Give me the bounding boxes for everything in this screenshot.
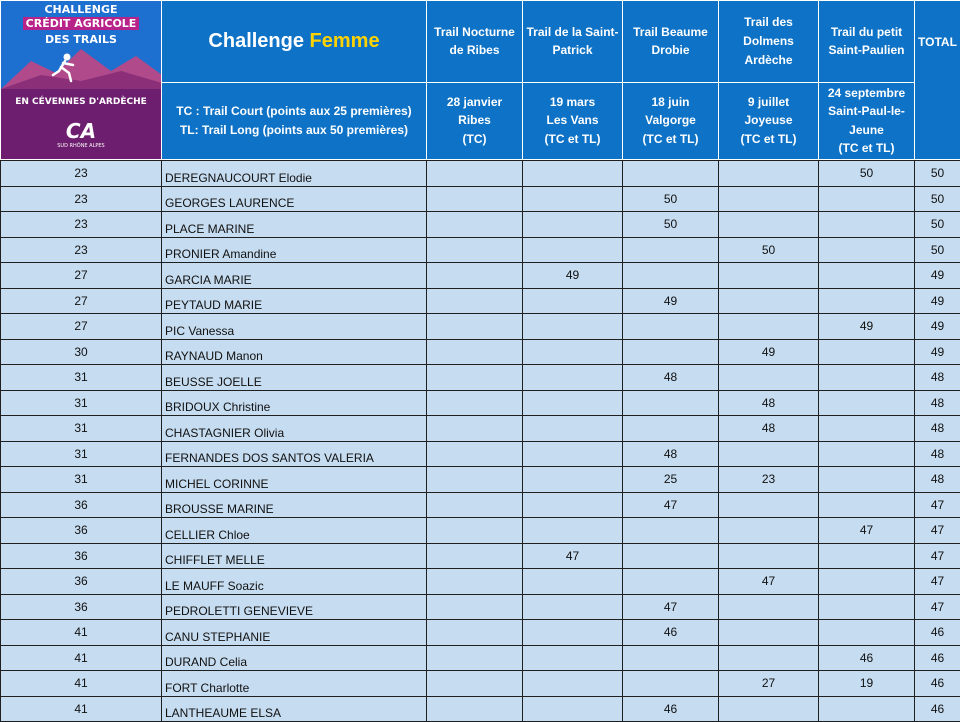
runner-name-cell: BRIDOUX Christine	[162, 390, 427, 416]
total-points-cell: 49	[915, 263, 960, 289]
total-points-cell: 48	[915, 416, 960, 442]
race-points-cell-2	[523, 390, 623, 416]
race-points-cell-3	[623, 390, 719, 416]
race-points-cell-5	[819, 212, 915, 238]
race-points-cell-1	[427, 620, 523, 646]
rank-cell: 31	[1, 390, 162, 416]
rank-cell: 36	[1, 569, 162, 595]
race-place-4: Joyeuse	[721, 111, 816, 130]
race-points-cell-2	[523, 645, 623, 671]
race-points-cell-1	[427, 416, 523, 442]
race-points-cell-4: 49	[719, 339, 819, 365]
table-row	[1, 365, 960, 391]
race-points-cell-3	[623, 671, 719, 697]
rank-cell: 36	[1, 543, 162, 569]
logo-line-challenge: CHALLENGE	[1, 1, 161, 18]
runner-name-cell: PLACE MARINE	[162, 212, 427, 238]
runner-name-cell: MICHEL CORINNE	[162, 467, 427, 493]
race-info-1	[427, 82, 523, 160]
standings-header	[0, 0, 960, 160]
race-points-cell-5: 46	[819, 645, 915, 671]
race-points-cell-3: 49	[623, 288, 719, 314]
race-points-cell-1	[427, 671, 523, 697]
total-header	[915, 1, 960, 160]
rank-cell: 36	[1, 594, 162, 620]
race-points-cell-2	[523, 569, 623, 595]
total-points-cell: 48	[915, 441, 960, 467]
rank-cell: 30	[1, 339, 162, 365]
race-points-cell-1	[427, 339, 523, 365]
race-name-5: Trail du petit Saint-Paulien	[819, 1, 915, 83]
race-date-2: 19 mars	[525, 93, 620, 112]
rank-cell: 23	[1, 237, 162, 263]
rank-cell: 31	[1, 365, 162, 391]
race-points-cell-5	[819, 390, 915, 416]
race-format-5: (TC et TL)	[821, 139, 912, 158]
race-points-cell-1	[427, 390, 523, 416]
race-date-3: 18 juin	[625, 93, 716, 112]
runner-name-cell: CHIFFLET MELLE	[162, 543, 427, 569]
race-points-cell-5	[819, 339, 915, 365]
race-points-cell-3: 50	[623, 212, 719, 238]
total-points-cell: 47	[915, 492, 960, 518]
runner-name-cell: RAYNAUD Manon	[162, 339, 427, 365]
race-points-cell-2	[523, 416, 623, 442]
race-points-cell-1	[427, 237, 523, 263]
table-row	[1, 543, 960, 569]
race-points-cell-2: 47	[523, 543, 623, 569]
race-points-cell-4	[719, 212, 819, 238]
table-row	[1, 620, 960, 646]
race-points-cell-2	[523, 518, 623, 544]
rank-cell: 31	[1, 441, 162, 467]
runner-name-cell: LANTHEAUME ELSA	[162, 696, 427, 722]
challenge-logo	[1, 1, 162, 160]
race-points-cell-5	[819, 365, 915, 391]
race-format-2: (TC et TL)	[525, 130, 620, 149]
race-points-cell-5	[819, 441, 915, 467]
runner-name-cell: FORT Charlotte	[162, 671, 427, 697]
rank-cell: 36	[1, 492, 162, 518]
race-place-5: Saint-Paul-le-Jeune	[821, 102, 912, 139]
race-points-cell-5: 50	[819, 161, 915, 187]
logo-line-trails: DES TRAILS	[1, 31, 161, 48]
race-points-cell-1	[427, 492, 523, 518]
page-title	[162, 1, 427, 83]
race-points-cell-3	[623, 645, 719, 671]
rank-cell: 27	[1, 288, 162, 314]
race-points-cell-1	[427, 696, 523, 722]
race-points-cell-2	[523, 594, 623, 620]
race-points-cell-4	[719, 263, 819, 289]
race-place-2: Les Vans	[525, 111, 620, 130]
race-points-cell-4: 47	[719, 569, 819, 595]
race-points-cell-1	[427, 288, 523, 314]
race-info-3	[623, 82, 719, 160]
race-points-cell-3: 50	[623, 186, 719, 212]
rank-cell: 27	[1, 263, 162, 289]
table-row	[1, 671, 960, 697]
runner-name-cell: PEDROLETTI GENEVIEVE	[162, 594, 427, 620]
race-points-cell-5: 47	[819, 518, 915, 544]
table-row	[1, 263, 960, 289]
race-points-cell-3	[623, 569, 719, 595]
rank-cell: 23	[1, 212, 162, 238]
race-points-cell-4	[719, 288, 819, 314]
total-points-cell: 50	[915, 161, 960, 187]
total-points-cell: 50	[915, 212, 960, 238]
total-points-cell: 46	[915, 645, 960, 671]
logo-line-brand	[1, 15, 161, 32]
table-row	[1, 645, 960, 671]
race-points-cell-1	[427, 212, 523, 238]
total-points-cell: 50	[915, 186, 960, 212]
total-points-cell: 46	[915, 671, 960, 697]
table-row	[1, 416, 960, 442]
race-points-cell-1	[427, 543, 523, 569]
runner-name-cell: CHASTAGNIER Olivia	[162, 416, 427, 442]
race-points-cell-1	[427, 518, 523, 544]
table-row	[1, 314, 960, 340]
table-row	[1, 467, 960, 493]
runner-name-cell: DURAND Celia	[162, 645, 427, 671]
total-points-cell: 48	[915, 365, 960, 391]
runner-name-cell: DEREGNAUCOURT Elodie	[162, 161, 427, 187]
race-points-cell-1	[427, 645, 523, 671]
race-points-cell-5	[819, 288, 915, 314]
rank-cell: 41	[1, 620, 162, 646]
total-points-cell: 47	[915, 518, 960, 544]
race-points-cell-4	[719, 186, 819, 212]
rank-cell: 27	[1, 314, 162, 340]
total-points-cell: 49	[915, 339, 960, 365]
race-points-cell-5	[819, 237, 915, 263]
rank-cell: 36	[1, 518, 162, 544]
race-place-3: Valgorge	[625, 111, 716, 130]
race-points-cell-5	[819, 620, 915, 646]
race-points-cell-4	[719, 441, 819, 467]
race-name-1: Trail Nocturne de Ribes	[427, 1, 523, 83]
race-points-cell-5	[819, 186, 915, 212]
race-date-5: 24 septembre	[821, 84, 912, 103]
runner-name-cell: LE MAUFF Soazic	[162, 569, 427, 595]
race-points-cell-3	[623, 263, 719, 289]
race-points-cell-5: 19	[819, 671, 915, 697]
race-points-cell-1	[427, 263, 523, 289]
race-points-cell-2	[523, 467, 623, 493]
race-points-cell-3: 47	[623, 492, 719, 518]
race-points-cell-1	[427, 314, 523, 340]
race-points-cell-4	[719, 314, 819, 340]
race-points-cell-2	[523, 492, 623, 518]
race-points-cell-5	[819, 594, 915, 620]
rank-cell: 41	[1, 671, 162, 697]
race-points-cell-1	[427, 441, 523, 467]
total-points-cell: 48	[915, 390, 960, 416]
race-points-cell-3: 46	[623, 620, 719, 646]
race-points-cell-2	[523, 441, 623, 467]
table-row	[1, 594, 960, 620]
race-format-4: (TC et TL)	[721, 130, 816, 149]
race-info-5	[819, 82, 915, 160]
race-format-1: (TC)	[429, 130, 520, 149]
race-points-cell-4	[719, 518, 819, 544]
total-label: TOTAL	[918, 35, 957, 49]
race-points-cell-3: 46	[623, 696, 719, 722]
standings-rows	[1, 161, 960, 722]
race-points-cell-2	[523, 620, 623, 646]
race-points-cell-2	[523, 314, 623, 340]
race-points-cell-5	[819, 543, 915, 569]
rank-cell: 41	[1, 645, 162, 671]
runner-name-cell: PIC Vanessa	[162, 314, 427, 340]
title-accent: Femme	[310, 30, 380, 52]
total-points-cell: 47	[915, 569, 960, 595]
race-points-cell-2	[523, 365, 623, 391]
table-row	[1, 696, 960, 722]
logo-line-region: EN CÉVENNES D'ARDÈCHE	[1, 96, 161, 110]
race-points-cell-4: 50	[719, 237, 819, 263]
total-points-cell: 49	[915, 314, 960, 340]
table-row	[1, 212, 960, 238]
table-row	[1, 518, 960, 544]
runner-name-cell: PRONIER Amandine	[162, 237, 427, 263]
race-points-cell-2	[523, 186, 623, 212]
race-points-cell-4: 48	[719, 416, 819, 442]
race-points-cell-3	[623, 237, 719, 263]
race-points-cell-3: 47	[623, 594, 719, 620]
race-points-cell-4: 23	[719, 467, 819, 493]
race-points-cell-5	[819, 467, 915, 493]
race-points-cell-4	[719, 543, 819, 569]
race-name-2: Trail de la Saint-Patrick	[523, 1, 623, 83]
runner-name-cell: FERNANDES DOS SANTOS VALERIA	[162, 441, 427, 467]
total-points-cell: 47	[915, 543, 960, 569]
race-info-2	[523, 82, 623, 160]
title-prefix: Challenge	[208, 30, 304, 52]
table-row	[1, 569, 960, 595]
race-points-cell-4: 48	[719, 390, 819, 416]
race-points-cell-5	[819, 492, 915, 518]
table-row	[1, 339, 960, 365]
logo-subtitle: SUD RHÔNE ALPES	[1, 143, 161, 151]
race-points-cell-3	[623, 416, 719, 442]
standings-table	[0, 160, 960, 722]
credit-agricole-mark-icon: CA	[1, 116, 161, 147]
race-points-cell-5: 49	[819, 314, 915, 340]
race-points-cell-2	[523, 212, 623, 238]
race-info-4	[719, 82, 819, 160]
race-points-cell-3: 48	[623, 365, 719, 391]
race-points-cell-1	[427, 467, 523, 493]
table-row	[1, 390, 960, 416]
total-points-cell: 46	[915, 696, 960, 722]
race-name-4: Trail des Dolmens Ardèche	[719, 1, 819, 83]
race-points-cell-4: 27	[719, 671, 819, 697]
runner-name-cell: BEUSSE JOELLE	[162, 365, 427, 391]
table-row	[1, 161, 960, 187]
race-format-3: (TC et TL)	[625, 130, 716, 149]
race-place-1: Ribes	[429, 111, 520, 130]
race-points-cell-3	[623, 339, 719, 365]
runner-name-cell: CELLIER Chloe	[162, 518, 427, 544]
runner-name-cell: GARCIA MARIE	[162, 263, 427, 289]
runner-name-cell: BROUSSE MARINE	[162, 492, 427, 518]
race-points-cell-4	[719, 161, 819, 187]
race-points-cell-4	[719, 594, 819, 620]
total-points-cell: 50	[915, 237, 960, 263]
table-row	[1, 441, 960, 467]
race-date-4: 9 juillet	[721, 93, 816, 112]
rank-cell: 23	[1, 161, 162, 187]
race-points-cell-1	[427, 161, 523, 187]
race-points-cell-3	[623, 543, 719, 569]
race-points-cell-4	[719, 696, 819, 722]
total-points-cell: 49	[915, 288, 960, 314]
race-points-cell-2	[523, 696, 623, 722]
race-points-cell-2: 49	[523, 263, 623, 289]
total-points-cell: 46	[915, 620, 960, 646]
race-name-3: Trail Beaume Drobie	[623, 1, 719, 83]
table-row	[1, 288, 960, 314]
race-points-cell-2	[523, 161, 623, 187]
total-points-cell: 47	[915, 594, 960, 620]
race-points-cell-3: 25	[623, 467, 719, 493]
runner-name-cell: PEYTAUD MARIE	[162, 288, 427, 314]
runner-name-cell: CANU STEPHANIE	[162, 620, 427, 646]
race-points-cell-5	[819, 263, 915, 289]
table-row	[1, 237, 960, 263]
race-points-cell-1	[427, 186, 523, 212]
race-date-1: 28 janvier	[429, 93, 520, 112]
race-points-cell-2	[523, 339, 623, 365]
scoring-note	[162, 82, 427, 160]
rank-cell: 31	[1, 416, 162, 442]
race-points-cell-5	[819, 696, 915, 722]
race-points-cell-4	[719, 492, 819, 518]
race-points-cell-3	[623, 161, 719, 187]
race-points-cell-2	[523, 671, 623, 697]
rank-cell: 41	[1, 696, 162, 722]
table-row	[1, 492, 960, 518]
rank-cell: 23	[1, 186, 162, 212]
race-points-cell-2	[523, 288, 623, 314]
runner-name-cell: GEORGES LAURENCE	[162, 186, 427, 212]
race-points-cell-1	[427, 569, 523, 595]
race-points-cell-3: 48	[623, 441, 719, 467]
logo-brand-text: CRÉDIT AGRICOLE	[23, 17, 140, 30]
race-points-cell-1	[427, 594, 523, 620]
note-tl: TL: Trail Long (points aux 50 premières)	[164, 121, 424, 140]
race-points-cell-1	[427, 365, 523, 391]
table-row	[1, 186, 960, 212]
race-points-cell-5	[819, 416, 915, 442]
race-points-cell-2	[523, 237, 623, 263]
race-points-cell-5	[819, 569, 915, 595]
race-points-cell-3	[623, 314, 719, 340]
race-points-cell-4	[719, 365, 819, 391]
race-points-cell-4	[719, 620, 819, 646]
note-tc: TC : Trail Court (points aux 25 premières)	[164, 102, 424, 121]
rank-cell: 31	[1, 467, 162, 493]
race-points-cell-3	[623, 518, 719, 544]
total-points-cell: 48	[915, 467, 960, 493]
race-points-cell-4	[719, 645, 819, 671]
